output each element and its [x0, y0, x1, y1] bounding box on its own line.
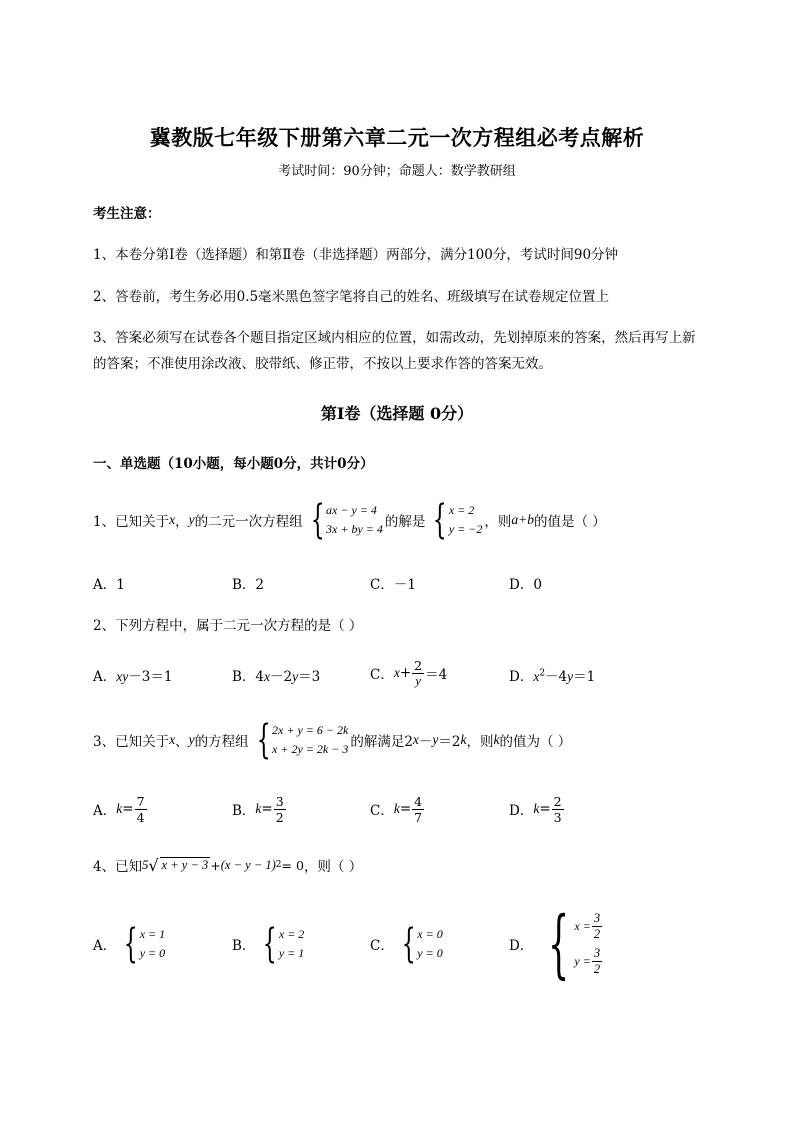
q3-a-fraction: [135, 794, 147, 825]
q2-c-fraction: [412, 658, 424, 689]
q4-b-label: B．: [232, 938, 256, 954]
brace-icon: {: [401, 921, 416, 967]
exam-title: 冀教版七年级下册第六章二元一次方程组必考点解析: [149, 125, 645, 150]
q3-b-num: 3: [275, 793, 284, 809]
q2-b-rest: ＝3: [298, 669, 321, 685]
q3-mid2: 的解满足2: [350, 734, 413, 750]
brace-icon: {: [548, 901, 570, 987]
q3-eq1: 2x + y = 6 − 2k: [272, 723, 349, 737]
q2-d-sup: 2: [539, 668, 546, 679]
q3-sep: 、: [175, 734, 189, 750]
q4-d-y-den: 2: [593, 962, 601, 976]
q4-d-x-num: 3: [593, 911, 601, 925]
notice-item-1: 1、本卷分第I卷（选择题）和第Ⅱ卷（非选择题）两部分，满分100分，考试时间90分钟: [93, 247, 619, 263]
brace-icon: {: [256, 717, 271, 763]
q3-prefix: 3、已知关于: [93, 734, 170, 750]
q3-d-den: 3: [553, 809, 562, 825]
q4-a-l1: x = 1: [139, 927, 166, 941]
q2-d-y: y: [567, 669, 574, 684]
q2-b-x: x: [264, 669, 271, 684]
q3-b-var: k: [255, 801, 262, 816]
q3-a-label: A．: [93, 803, 117, 819]
notice-heading: 考生注意：: [93, 206, 161, 222]
q4-option-c[interactable]: [370, 922, 445, 966]
question-3: [93, 718, 571, 762]
q4-option-d[interactable]: [509, 901, 605, 987]
q3-a-var: k: [116, 801, 123, 816]
q4-d-x-den: 2: [593, 927, 601, 941]
q2-a-expr: xy: [116, 669, 129, 684]
q4-plus: +: [210, 857, 221, 873]
q3-d-num: 2: [553, 793, 562, 809]
q1-var-y: y: [188, 512, 195, 527]
q4-c-l1: x = 0: [417, 927, 443, 941]
q1-equation-system: [305, 497, 383, 543]
q3-suffix2: 的值为（ ）: [499, 734, 572, 750]
q3-d-fraction: [552, 794, 564, 825]
q4-b-system: [257, 921, 305, 967]
part-title: 一、单选题（10小题，每小题0分，共计0分）: [93, 456, 374, 472]
q1-prefix: 1、已知关于: [93, 514, 170, 530]
q2-d-label: D．: [509, 669, 534, 685]
q3-c-label: C．: [370, 803, 394, 819]
brace-icon: {: [123, 921, 138, 967]
notice-item-2: 2、答卷前，考生务必用0.5毫米黑色签字笔将自己的姓名、班级填写在试卷规定位置上: [93, 289, 610, 305]
q2-b-y: y: [292, 669, 299, 684]
q3-b-fraction: [274, 794, 286, 825]
q3-c-eq: =: [399, 801, 412, 817]
q3-suffix1: ，则: [466, 734, 494, 750]
q4-a-l2: y = 0: [139, 946, 166, 960]
question-1: [93, 498, 606, 542]
question-2: 2、下列方程中，属于二元一次方程的是（ ）: [93, 618, 363, 634]
sqrt-icon: √: [148, 855, 159, 875]
q1-ab: a+b: [511, 512, 535, 527]
q3-a-eq: =: [122, 801, 134, 817]
q3-k2: k: [493, 732, 500, 747]
q1-option-d[interactable]: D．0: [509, 577, 542, 593]
q3-option-a[interactable]: [93, 790, 148, 828]
exam-subtitle: 考试时间：90分钟；命题人：数学教研组: [278, 164, 516, 179]
brace-icon: {: [263, 921, 278, 967]
q2-d-rest: ＝1: [573, 669, 596, 685]
q1-solution-system: [427, 497, 483, 543]
q2-c-x: x: [393, 665, 400, 680]
q1-var-x: x: [169, 512, 176, 527]
q1-s2: y = −2: [448, 522, 483, 536]
q4-c-label: C．: [370, 938, 394, 954]
q2-d-mid: －4: [545, 669, 568, 685]
q2-option-a[interactable]: [93, 665, 172, 685]
q4-b-l1: x = 2: [278, 927, 305, 941]
q4-c-system: [396, 921, 443, 967]
q2-b-coef: 4: [255, 669, 265, 685]
q3-c-var: k: [393, 801, 400, 816]
q2-c-rest: ＝4: [425, 667, 448, 683]
q4-b-l2: y = 1: [278, 946, 305, 960]
q3-b-eq: =: [261, 801, 273, 817]
section-title: 第I卷（选择题 0分）: [320, 404, 474, 423]
notice-item-3-cont: 的答案；不准使用涂改液、胶带纸、修正带，不按以上要求作答的答案无效。: [93, 356, 552, 372]
q4-a-system: [118, 921, 166, 967]
q2-option-d[interactable]: [509, 665, 595, 685]
q4-option-a[interactable]: [93, 922, 167, 966]
q3-minus: －: [418, 734, 433, 750]
q3-d-var: k: [533, 801, 540, 816]
q1-eq1: ax − y = 4: [326, 503, 377, 517]
q1-suffix1: ，则: [484, 514, 512, 530]
q3-y2: y: [432, 732, 439, 747]
q4-option-b[interactable]: [232, 922, 306, 966]
q2-b-label: B．: [232, 669, 256, 685]
q1-option-c[interactable]: C．－1: [370, 577, 416, 593]
q3-d-label: D．: [509, 803, 534, 819]
q3-mid: 的方程组: [194, 734, 249, 750]
q3-c-den: 7: [414, 809, 423, 825]
q2-c-num: 2: [414, 657, 423, 673]
q4-prefix: 4、已知: [93, 859, 143, 875]
q4-radicand: x + y − 3: [161, 858, 209, 872]
q4-eqz: = 0: [281, 857, 304, 873]
q3-eq: ＝2: [438, 734, 461, 750]
q3-var-y: y: [188, 732, 195, 747]
q4-d-x: x =: [574, 919, 591, 933]
q3-a-num: 7: [136, 793, 145, 809]
q4-c-l2: y = 0: [417, 946, 443, 960]
q4-d-y-fraction: [592, 946, 602, 977]
q4-d-x-fraction: [592, 911, 602, 942]
q1-comma: ，: [175, 514, 189, 530]
notice-item-3: 3、答案必须写在试卷各个题目指定区域内相应的位置，如需改动，先划掉原来的答案，然后再写上新: [93, 330, 696, 346]
q2-c-plus: +: [399, 665, 412, 681]
q2-option-b[interactable]: [232, 665, 320, 685]
q4-d-y-num: 3: [593, 946, 601, 960]
q3-b-den: 2: [275, 809, 284, 825]
q3-option-d[interactable]: [509, 790, 565, 828]
q1-mid: 的二元一次方程组: [194, 514, 303, 530]
q3-var-x: x: [169, 732, 176, 747]
q4-d-y: y =: [574, 954, 591, 968]
q2-option-c[interactable]: [370, 656, 447, 690]
q3-option-c[interactable]: [370, 790, 425, 828]
q2-b-mid: －2: [270, 669, 293, 685]
q3-equation-system: [251, 717, 349, 763]
q1-eq2: 3x + by = 4: [326, 522, 383, 536]
q1-option-a[interactable]: A．1: [93, 577, 125, 593]
q1-mid2: 的解是: [384, 514, 426, 530]
q3-k: k: [460, 732, 467, 747]
question-4: [93, 852, 362, 878]
q4-sup: 2: [275, 860, 282, 870]
q2-a-label: A．: [93, 669, 117, 685]
q1-option-b[interactable]: B．2: [232, 577, 265, 593]
q1-s1: x = 2: [448, 503, 475, 517]
q4-d-system: [535, 901, 603, 987]
brace-icon: {: [310, 497, 325, 543]
q2-c-den: y: [415, 673, 421, 688]
q3-c-fraction: [412, 794, 424, 825]
q4-suffix: ，则（ ）: [303, 859, 363, 875]
q3-d-eq: =: [539, 801, 551, 817]
q2-a-rest: －3＝1: [128, 669, 173, 685]
q4-coef: 5: [142, 857, 149, 872]
brace-icon: {: [433, 497, 448, 543]
q3-eq2: x + 2y = 2k − 3: [272, 742, 349, 756]
q4-paren: (x − y − 1): [220, 857, 276, 872]
q3-a-den: 4: [136, 809, 145, 825]
q3-c-num: 4: [414, 793, 423, 809]
q3-x2: x: [412, 732, 419, 747]
q2-c-label: C．: [370, 667, 394, 683]
q4-a-label: A．: [93, 938, 117, 954]
q3-option-b[interactable]: [232, 790, 287, 828]
q4-d-label: D．: [509, 938, 534, 954]
q3-b-label: B．: [232, 803, 256, 819]
q2-d-x: x: [533, 669, 540, 684]
q1-suffix2: 的值是（ ）: [534, 514, 606, 530]
